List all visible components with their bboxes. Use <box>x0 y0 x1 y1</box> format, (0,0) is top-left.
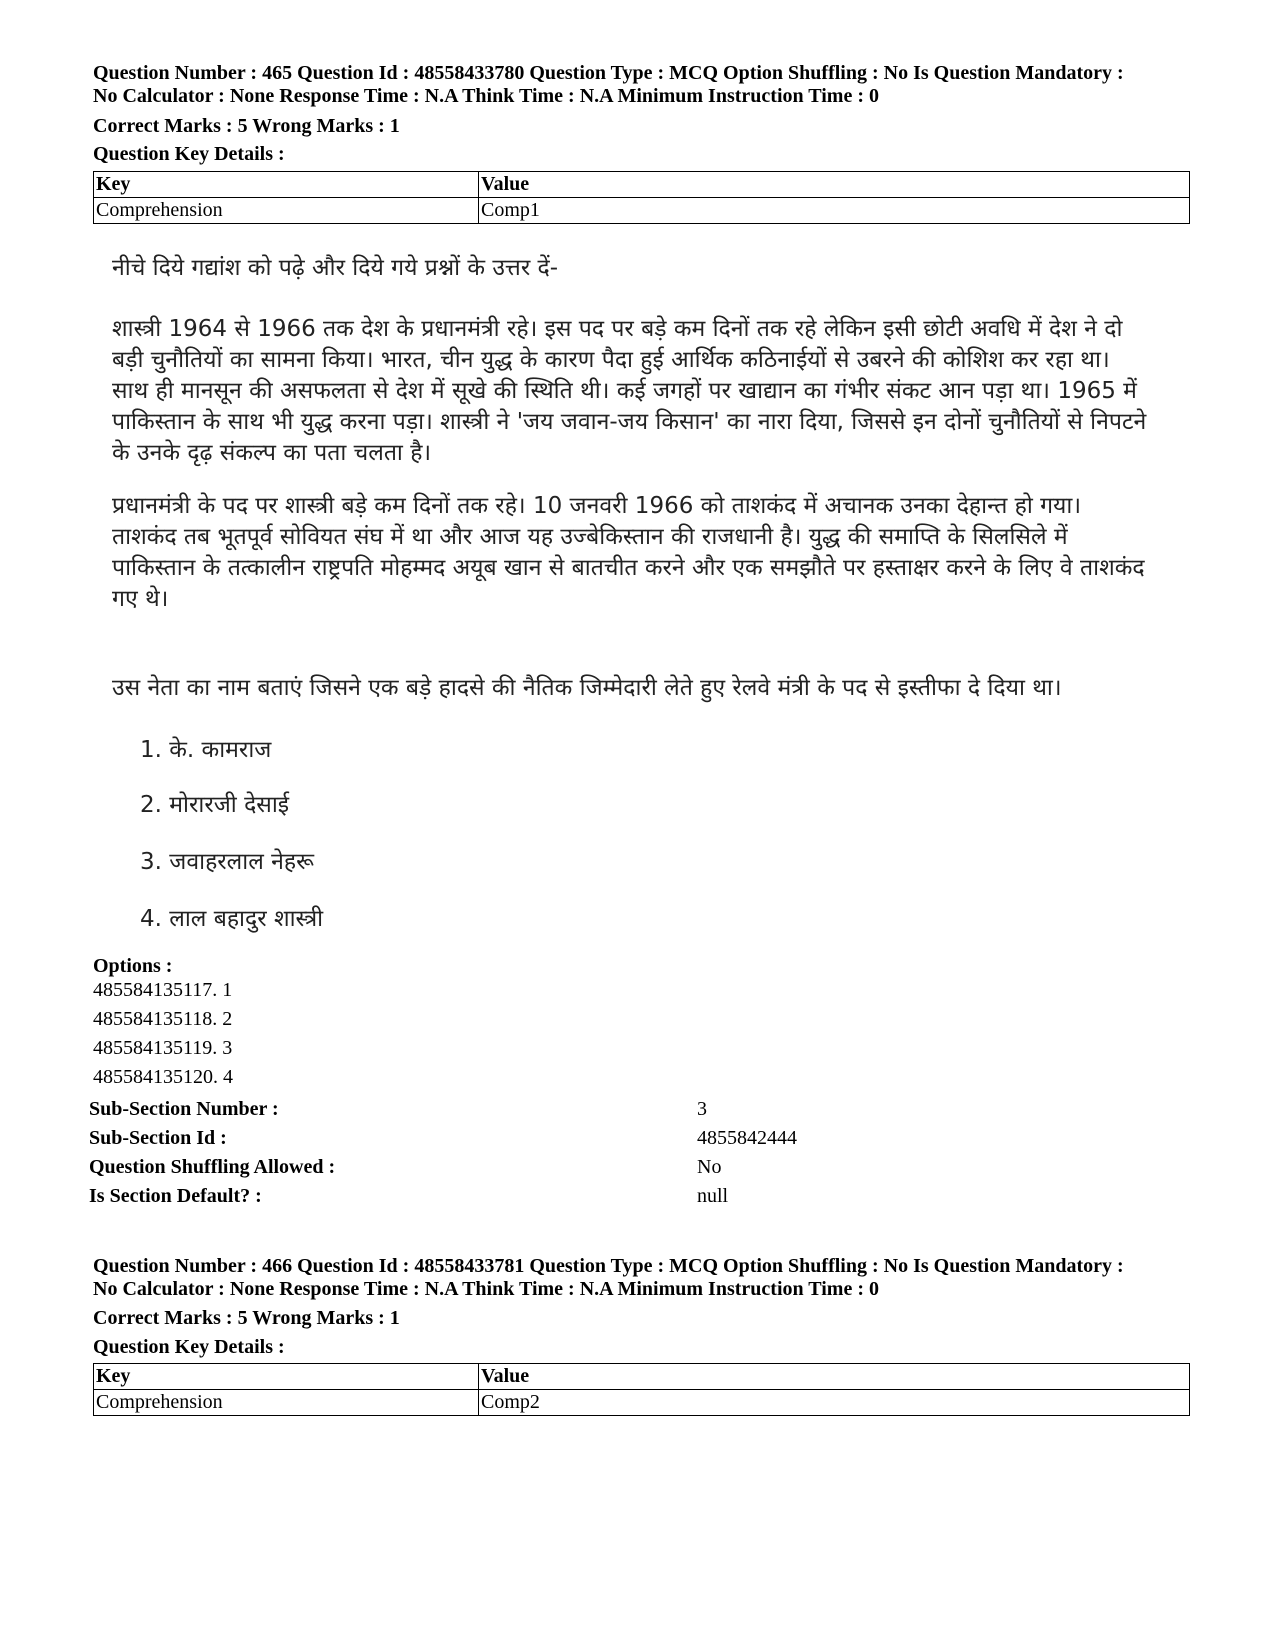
question-466-key-table <box>93 1363 1190 1416</box>
table-header-value: Value <box>479 172 1190 198</box>
list-item: 485584135117. 1 <box>93 979 233 1001</box>
choice-2: 2. मोरारजी देसाई <box>140 792 290 818</box>
list-item: 485584135118. 2 <box>93 1008 233 1030</box>
subsection-number-value: 3 <box>697 1098 707 1120</box>
choice-3: 3. जवाहरलाल नेहरू <box>140 849 314 875</box>
table-cell-key: Comprehension <box>94 1390 479 1416</box>
question-465-key-table <box>93 171 1190 224</box>
choice-1: 1. के. कामराज <box>140 737 272 763</box>
section-default-label: Is Section Default? : <box>89 1185 262 1207</box>
table-header-key: Key <box>94 172 479 198</box>
table-header-row <box>94 172 1190 198</box>
question-465-marks: Correct Marks : 5 Wrong Marks : 1 <box>93 115 400 137</box>
question-465-header-line2: No Calculator : None Response Time : N.A Think Time : N.A Minimum Instruction Time : 0 <box>93 85 879 107</box>
table-header-value: Value <box>479 1364 1190 1390</box>
question-465-header <box>93 62 1183 108</box>
table-row <box>94 198 1190 224</box>
table-header-key: Key <box>94 1364 479 1390</box>
passage-paragraph-1: शास्त्री 1964 से 1966 तक देश के प्रधानमंत्री रहे। इस पद पर बड़े कम दिनों तक रहे लेकिन इसी छोटी अवधि में देश ने दो बड़ी चुनौतियों का सामना किया। भारत, चीन युद्ध के कारण पैदा हुई आर्थिक कठिनाईयों से उबरने की कोशिश कर रहा था। साथ ही मानसून की असफलता से देश में सूखे की स्थिति थी। कई जगहों पर खाद्यान का गंभीर संकट आन पड़ा था। 1965 में पाकिस्तान के साथ भी युद्ध करना पड़ा। शास्त्री ने 'जय जवान-जय किसान' का नारा दिया, जिससे इन दोनों चुनौतियों से निपटने के उनके दृढ़ संकल्प का पता चलता है। <box>112 316 1147 466</box>
question-466-header <box>93 1255 1183 1301</box>
options-list <box>93 976 233 1092</box>
question-text: उस नेता का नाम बताएं जिसने एक बड़े हादसे की नैतिक जिम्मेदारी लेते हुए रेलवे मंत्री के पद से इस्तीफा दे दिया था। <box>112 675 1062 701</box>
question-465-key-details-label: Question Key Details : <box>93 143 285 165</box>
list-item: 485584135120. 4 <box>93 1066 233 1088</box>
choice-4: 4. लाल बहादुर शास्त्री <box>140 906 324 932</box>
options-label: Options : <box>93 955 173 977</box>
subsection-id-value: 4855842444 <box>697 1127 797 1149</box>
table-row <box>94 1390 1190 1416</box>
question-shuffling-label: Question Shuffling Allowed : <box>89 1156 336 1178</box>
table-cell-key: Comprehension <box>94 198 479 224</box>
passage-paragraph-2: प्रधानमंत्री के पद पर शास्त्री बड़े कम दिनों तक रहे। 10 जनवरी 1966 को ताशकंद में अचानक उनका देहान्त हो गया। ताशकंद तब भूतपूर्व सोवियत संघ में था और आज यह उज्बेकिस्तान की राजधानी है। युद्ध की समाप्ति के सिलसिले में पाकिस्तान के तत्कालीन राष्ट्रपति मोहम्मद अयूब खान से बातचीत करने और एक समझौते पर हस्ताक्षर करने के लिए वे ताशकंद गए थे। <box>112 493 1145 612</box>
subsection-number-label: Sub-Section Number : <box>89 1098 279 1120</box>
passage-instruction: नीचे दिये गद्यांश को पढ़े और दिये गये प्रश्नों के उत्तर दें- <box>112 255 559 281</box>
list-item: 485584135119. 3 <box>93 1037 233 1059</box>
section-default-value: null <box>697 1185 729 1207</box>
question-466-key-details-label: Question Key Details : <box>93 1336 285 1358</box>
table-cell-value: Comp1 <box>479 198 1190 224</box>
comprehension-passage <box>112 253 1152 704</box>
question-466-header-line1: Question Number : 466 Question Id : 48558433781 Question Type : MCQ Option Shuffling : No Is Question Mandatory : <box>93 1255 1124 1277</box>
question-466-marks: Correct Marks : 5 Wrong Marks : 1 <box>93 1307 400 1329</box>
table-cell-value: Comp2 <box>479 1390 1190 1416</box>
question-shuffling-value: No <box>697 1156 722 1178</box>
subsection-id-label: Sub-Section Id : <box>89 1127 227 1149</box>
question-466-header-line2: No Calculator : None Response Time : N.A Think Time : N.A Minimum Instruction Time : 0 <box>93 1278 879 1300</box>
question-465-header-line1: Question Number : 465 Question Id : 48558433780 Question Type : MCQ Option Shuffling : No Is Question Mandatory : <box>93 62 1124 84</box>
table-header-row <box>94 1364 1190 1390</box>
